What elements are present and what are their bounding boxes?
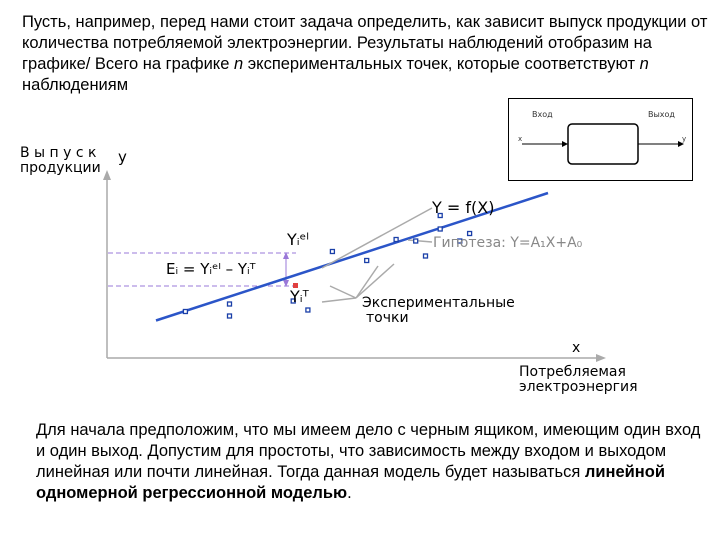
y-experimental-label: Yᵢᵉˡ	[287, 230, 309, 249]
points-connector-4	[330, 286, 356, 298]
error-label: Eᵢ = Yᵢᵉˡ – Yᵢᵀ	[166, 260, 256, 278]
y-theoretical-label: Yᵢᵀ	[290, 287, 309, 306]
experimental-point-5	[306, 308, 310, 312]
experimental-point-11	[438, 227, 442, 231]
input-label: Вход	[532, 110, 553, 119]
experimental-point-8	[394, 238, 398, 242]
hypothesis-label: Гипотеза: Y=A₁X+A₀	[433, 235, 583, 251]
x-axis-symbol: x	[572, 340, 581, 356]
model-name: линейной одномерной регрессионной моделью	[36, 463, 665, 502]
output-label: Выход	[648, 110, 675, 119]
experimental-point-3	[228, 314, 232, 318]
experimental-point-1	[183, 310, 187, 314]
curve-label-connector	[322, 208, 432, 268]
x-axis-title-line1: Потребляемая	[519, 364, 626, 380]
experimental-point-7	[365, 259, 369, 263]
intro-paragraph: Пусть, например, перед нами стоит задача определить, как зависит выпуск продукции от количества потребляемой электроэнергии. Результаты наблюдений отобразим на графике/ Всего на графике n экспериментальных точек, которые соответствуют n наблюдениям	[22, 13, 708, 94]
experimental-point-9	[414, 239, 418, 243]
experimental-point-10	[424, 254, 428, 258]
points-label-line2: точки	[366, 310, 409, 326]
curve-label: Y = f(X)	[432, 198, 495, 217]
output-y-label: y	[682, 135, 687, 143]
outro-paragraph: Для начала предположим, что мы имеем дело с черным ящиком, имеющим один вход и один выход. Допустим для простоты, что зависимость между входом и выходом линейная или почти линейная. Тогда данная модель будет называться линейной одномерной регрессионной моделью.	[36, 421, 701, 502]
y-axis-symbol: y	[118, 148, 127, 166]
y-axis-title-line2: продукции	[20, 160, 101, 176]
points-label-line1: Экспериментальные	[362, 295, 515, 311]
points-connector-3	[322, 298, 356, 302]
x-axis-title-line2: электроэнергия	[519, 379, 638, 395]
experimental-point-6	[330, 250, 334, 254]
input-x-label: x	[518, 135, 523, 143]
experimental-point-2	[228, 302, 232, 306]
y-axis-title-line1: В ы п у с к	[20, 145, 97, 161]
hypothesis-connector	[408, 240, 432, 242]
